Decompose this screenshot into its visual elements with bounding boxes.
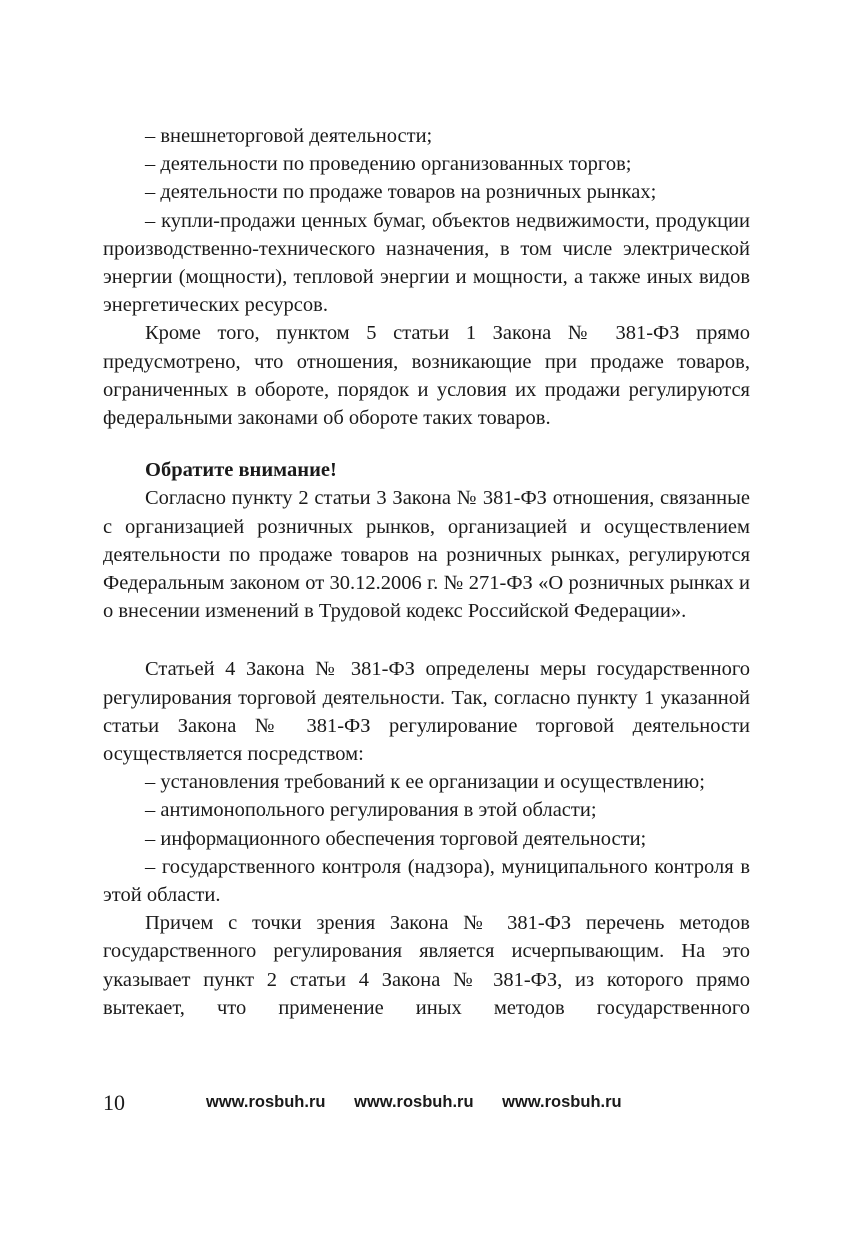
site-link: www.rosbuh.ru (354, 1093, 474, 1111)
site-link: www.rosbuh.ru (206, 1093, 326, 1111)
page-number: 10 (103, 1090, 125, 1115)
paragraph: Кроме того, пунктом 5 статьи 1 Закона № 381-ФЗ прямо предусмотрено, что отношения, возникающие при продаже товаров, ограниченных в обороте, порядок и условия их продажи регулируются федеральными законами об обороте таких товаров. (103, 322, 750, 430)
list-item: – деятельности по проведению организованных торгов; (145, 153, 632, 176)
page-body (103, 122, 750, 1022)
list-item: – внешнеторговой деятельности; (145, 125, 433, 147)
note-heading: Обратите внимание! (145, 459, 337, 482)
list-item: – деятельности по продаже товаров на розничных рынках; (145, 181, 657, 204)
site-link: www.rosbuh.ru (502, 1093, 622, 1111)
list-item: – купли-продажи ценных бумаг, объектов недвижимости, продукции производственно-технического назначения, в том числе электрической энергии (мощности), тепловой энергии и мощности, а также иных видов энергетических ресурсов. (103, 209, 750, 317)
paragraph: Причем с точки зрения Закона № 381-ФЗ перечень методов государственного регулирования является исчерпывающим. На это указывает пункт 2 статьи 4 Закона № 381-ФЗ, из которого прямо вытекает, что применение иных методов государственного (103, 912, 750, 1019)
paragraph: Согласно пункту 2 статьи 3 Закона № 381-ФЗ отношения, связанные с организацией розничных рынков, организацией и осуществлением деятельности по продаже товаров на розничных рынках, регулируются Федеральным законом от 30.12.2006 г. № 271-ФЗ «О розничных рынках и о внесении изменений в Трудовой кодекс Российской Федерации». (103, 487, 750, 623)
list-item: – государственного контроля (надзора), муниципального контроля в этой области. (103, 855, 750, 907)
footer-links (206, 1093, 646, 1112)
list-item: – установления требований к ее организации и осуществлению; (145, 771, 705, 794)
list-item: – информационного обеспечения торговой деятельности; (145, 827, 647, 850)
page-footer (103, 1090, 750, 1118)
paragraph: Статьей 4 Закона № 381-ФЗ определены меры государственного регулирования торговой деятельности. Так, согласно пункту 1 указанной статьи Закона № 381-ФЗ регулирование торговой деятельности осуществляется посредством: (103, 658, 750, 766)
list-item: – антимонопольного регулирования в этой области; (145, 799, 597, 822)
spacer (103, 625, 750, 655)
